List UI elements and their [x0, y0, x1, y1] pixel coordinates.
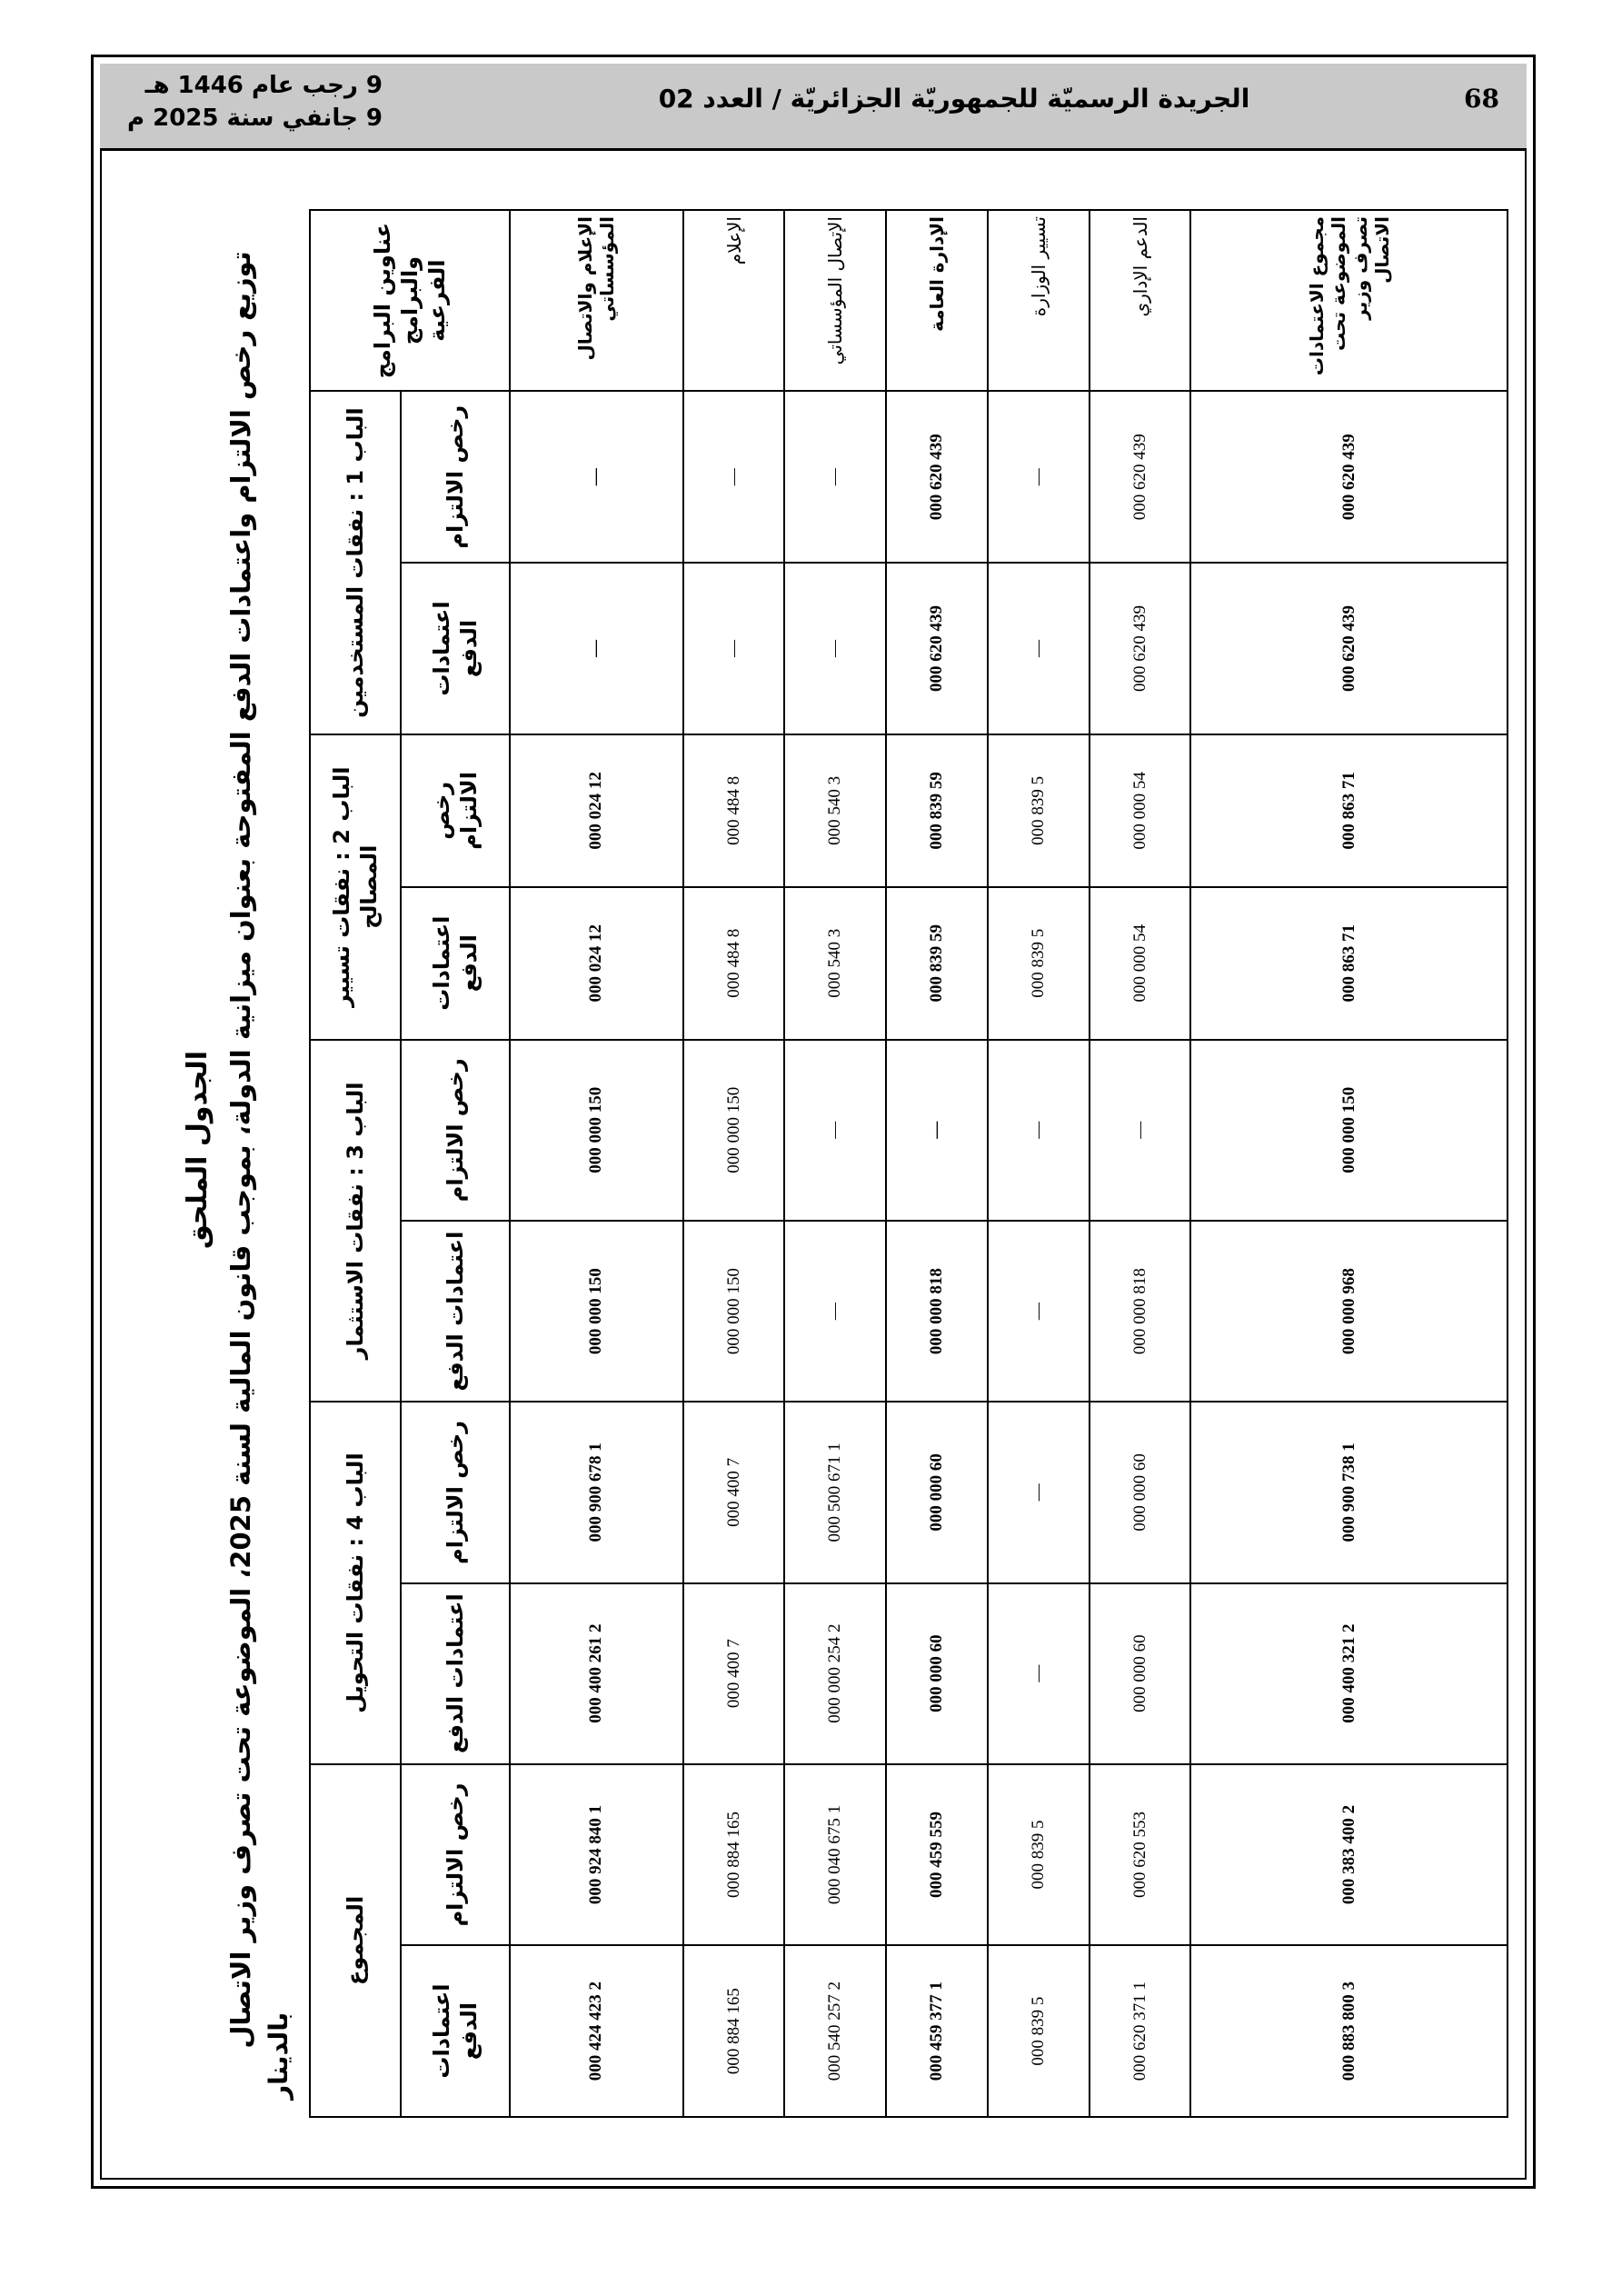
- header-dates: [127, 69, 383, 135]
- row-label: الإتصال المؤسساتي: [784, 210, 886, 391]
- cell: 2 261 400 000: [510, 1583, 683, 1764]
- header-row-chapters: [310, 210, 401, 2117]
- cell: 1 675 040 000: [784, 1764, 886, 1945]
- cell: 150 000 000: [683, 1221, 785, 1402]
- col-chap2: الباب 2 : نفقات تسيير المصالح: [310, 734, 401, 1040]
- cell: 2 321 400 000: [1190, 1583, 1508, 1764]
- cell: 12 024 000: [510, 887, 683, 1040]
- row-label: الدعم الإداري: [1090, 210, 1191, 391]
- cell: 150 000 000: [683, 1040, 785, 1221]
- cell: 8 484 000: [683, 734, 785, 887]
- cell: 439 620 000: [1090, 391, 1191, 563]
- row-label: الإعلام والاتصال المؤسساتي: [510, 210, 683, 391]
- gazette-header: [100, 64, 1527, 151]
- date-gregorian: 9 جانفي سنة 2025 م: [127, 105, 383, 132]
- cell: 71 863 000: [1190, 887, 1508, 1040]
- cell: 59 839 000: [886, 734, 988, 887]
- unit-label: بالدينار: [264, 2011, 294, 2100]
- cell: 1 377 459 000: [886, 1945, 988, 2117]
- col-total-cp: اعتمادات الدفع: [401, 1945, 510, 2117]
- cell: 1 840 924 000: [510, 1764, 683, 1945]
- cell: 559 459 000: [886, 1764, 988, 1945]
- table-title: توزيع رخص الالتزام واعتمادات الدفع المفتوحة بعنوان ميزانية الدولة، بموجب قانون المالية لسنة 2025، الموضوعة تحت تصرف وزير الاتصال: [225, 251, 256, 2049]
- cell: 968 000 000: [1190, 1221, 1508, 1402]
- col-total: المجموع: [310, 1764, 401, 2117]
- table-row: [510, 210, 683, 2117]
- cell: —: [988, 563, 1090, 734]
- col-chap1: الباب 1 : نفقات المستخدمين: [310, 391, 401, 734]
- cell: —: [988, 1583, 1090, 1764]
- cell: 3 800 883 000: [1190, 1945, 1508, 2117]
- rotated-annex: [173, 182, 1490, 2118]
- cell: —: [988, 1402, 1090, 1582]
- cell: 818 000 000: [1090, 1221, 1191, 1402]
- cell: 71 863 000: [1190, 734, 1508, 887]
- cell: —: [510, 563, 683, 734]
- table-row: [988, 210, 1090, 2117]
- table-row-total: [1190, 210, 1508, 2117]
- cell: 60 000 000: [1090, 1583, 1191, 1764]
- row-label: تسيير الوزارة: [988, 210, 1090, 391]
- cell: —: [683, 391, 785, 563]
- cell: —: [510, 391, 683, 563]
- cell: 2 257 540 000: [784, 1945, 886, 2117]
- cell: 5 839 000: [988, 1945, 1090, 2117]
- col-chap4-cp: اعتمادات الدفع: [401, 1583, 510, 1764]
- col-chap4: الباب 4 : نفقات التحويل: [310, 1402, 401, 1764]
- cell: 7 400 000: [683, 1402, 785, 1582]
- cell: 1 678 900 000: [510, 1402, 683, 1582]
- cell: 439 620 000: [886, 391, 988, 563]
- col-chap2-cp: اعتمادات الدفع: [401, 887, 510, 1040]
- row-label: الإدارة العامة: [886, 210, 988, 391]
- gazette-title: الجريدة الرسميّة للجمهوريّة الجزائريّة / العدد 02: [658, 84, 1250, 114]
- table-row: [683, 210, 785, 2117]
- cell: 2 423 424 000: [510, 1945, 683, 2117]
- col-total-ae: رخص الالتزام: [401, 1764, 510, 1945]
- cell: —: [988, 1040, 1090, 1221]
- cell: 5 839 000: [988, 1764, 1090, 1945]
- cell: 553 620 000: [1090, 1764, 1191, 1945]
- row-label: مجموع الاعتمادات الموضوعة تحت تصرف وزير الاتصال: [1190, 210, 1508, 391]
- cell: —: [1090, 1040, 1191, 1221]
- cell: —: [784, 1040, 886, 1221]
- cell: 7 400 000: [683, 1583, 785, 1764]
- cell: 1 371 620 000: [1090, 1945, 1191, 2117]
- cell: 2 254 000 000: [784, 1583, 886, 1764]
- table-row: [1090, 210, 1191, 2117]
- table-body: [510, 210, 1508, 2117]
- cell: 439 620 000: [1090, 563, 1191, 734]
- cell: 5 839 000: [988, 887, 1090, 1040]
- cell: 5 839 000: [988, 734, 1090, 887]
- cell: 150 000 000: [1190, 1040, 1508, 1221]
- col-programs: عناوين البرامج والبرامج الفرعية: [310, 210, 510, 391]
- cell: 60 000 000: [1090, 1402, 1191, 1582]
- col-chap3-cp: اعتمادات الدفع: [401, 1221, 510, 1402]
- cell: 60 000 000: [886, 1583, 988, 1764]
- cell: 60 000 000: [886, 1402, 988, 1582]
- cell: 165 884 000: [683, 1945, 785, 2117]
- table-row: [784, 210, 886, 2117]
- cell: 54 000 000: [1090, 734, 1191, 887]
- cell: 2 400 383 000: [1190, 1764, 1508, 1945]
- col-chap3: الباب 3 : نفقات الاستثمار: [310, 1040, 401, 1403]
- cell: 818 000 000: [886, 1221, 988, 1402]
- page-number: 68: [1464, 84, 1499, 114]
- cell: 12 024 000: [510, 734, 683, 887]
- cell: 3 540 000: [784, 734, 886, 887]
- cell: —: [988, 1221, 1090, 1402]
- header-row-types: [401, 210, 510, 2117]
- cell: 439 620 000: [886, 563, 988, 734]
- cell: 59 839 000: [886, 887, 988, 1040]
- cell: 439 620 000: [1190, 391, 1508, 563]
- cell: 3 540 000: [784, 887, 886, 1040]
- cell: 439 620 000: [1190, 563, 1508, 734]
- cell: 150 000 000: [510, 1221, 683, 1402]
- cell: 150 000 000: [510, 1040, 683, 1221]
- col-chap4-ae: رخص الالتزام: [401, 1402, 510, 1582]
- cell: 1 671 500 000: [784, 1402, 886, 1582]
- cell: —: [784, 1221, 886, 1402]
- cell: 54 000 000: [1090, 887, 1191, 1040]
- cell: —: [784, 563, 886, 734]
- col-chap1-cp: اعتمادات الدفع: [401, 563, 510, 734]
- cell: 165 884 000: [683, 1764, 785, 1945]
- cell: —: [683, 563, 785, 734]
- budget-table: [309, 209, 1508, 2118]
- row-label: الإعلام: [683, 210, 785, 391]
- col-chap2-ae: رخص الالتزام: [401, 734, 510, 887]
- cell: —: [886, 1040, 988, 1221]
- annex-title: الجدول الملحق: [182, 1050, 214, 1250]
- col-chap3-ae: رخص الالتزام: [401, 1040, 510, 1221]
- cell: —: [988, 391, 1090, 563]
- cell: 8 484 000: [683, 887, 785, 1040]
- cell: 1 738 900 000: [1190, 1402, 1508, 1582]
- cell: —: [784, 391, 886, 563]
- table-row: [886, 210, 988, 2117]
- date-hijri: 9 رجب عام 1446 هـ: [144, 72, 383, 99]
- col-chap1-ae: رخص الالتزام: [401, 391, 510, 563]
